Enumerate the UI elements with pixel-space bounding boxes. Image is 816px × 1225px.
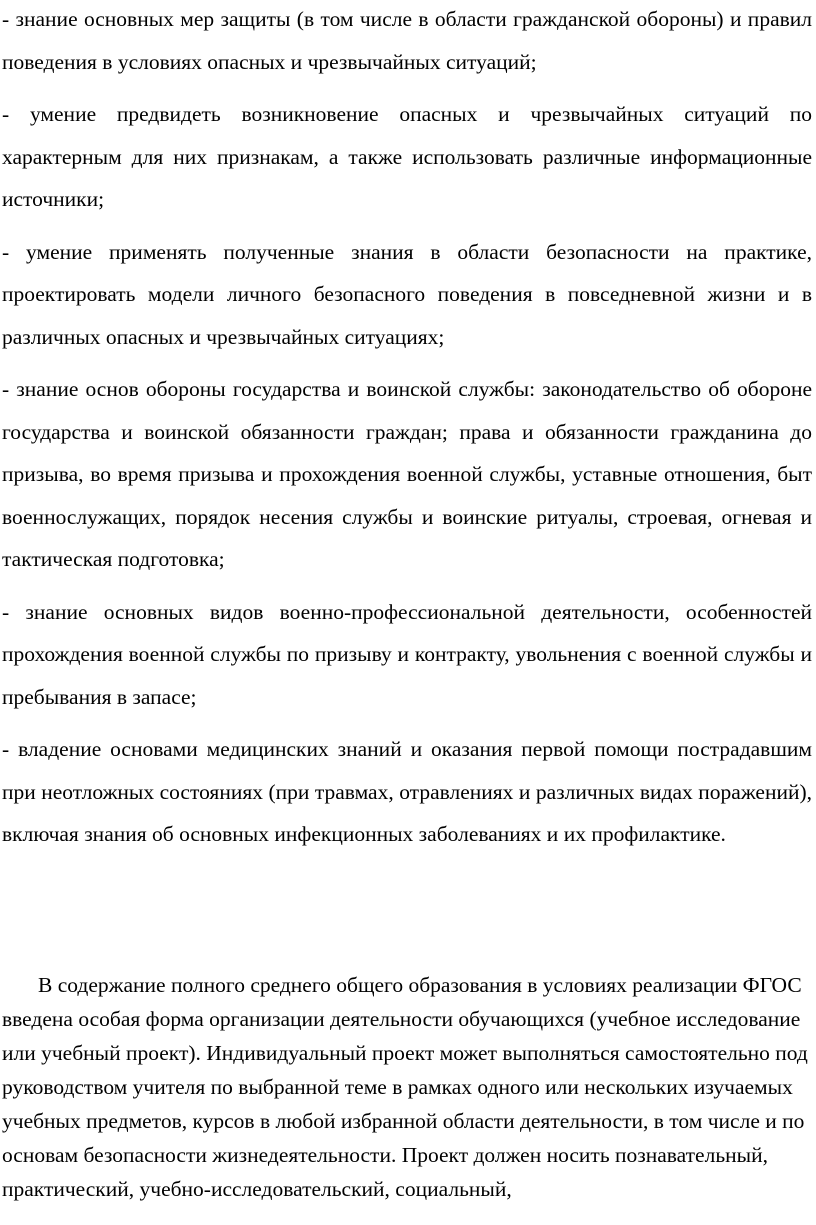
- list-item: - знание основ обороны государства и воинской службы: законодательство об обороне государства и воинской обязанности граждан; права и обязанности гражданина до призыва, во время призыва и прохождения военной службы, уставные отношения, быт военнослужащих, порядок несения службы и воинские ритуалы, строевая, огневая и тактическая подготовка;: [2, 377, 812, 571]
- body-paragraph: В содержание полного среднего общего образования в условиях реализации ФГОС введена особая форма организации деятельности обучающихся (учебное исследование или учебный проект). Индивидуальный проект может выполняться самостоятельно под руководством учителя по выбранной теме в рамках одного или нескольких изучаемых учебных предметов, курсов в любой избранной области деятельности, в том числе и по основам безопасности жизнедеятельности. Проект должен носить познавательный, практический, учебно-исследовательский, социальный,: [2, 972, 808, 1201]
- requirements-list: [2, 0, 812, 866]
- list-item: - знание основных мер защиты (в том числе в области гражданской обороны) и правил поведения в условиях опасных и чрезвычайных ситуаций;: [2, 7, 812, 74]
- list-item: - умение применять полученные знания в области безопасности на практике, проектировать модели личного безопасного поведения в повседневной жизни и в различных опасных и чрезвычайных ситуациях;: [2, 239, 812, 349]
- list-item: - знание основных видов военно-профессиональной деятельности, особенностей прохождения военной службы по призыву и контракту, увольнения с военной службы и пребывания в запасе;: [2, 599, 812, 709]
- list-item: - владение основами медицинских знаний и оказания первой помощи пострадавшим при неотложных состояниях (при травмах, отравлениях и различных видах поражений), включая знания об основных инфекционных заболеваниях и их профилактике.: [2, 737, 812, 846]
- list-item: - умение предвидеть возникновение опасных и чрезвычайных ситуаций по характерным для них признакам, а также использовать различные информационные источники;: [2, 102, 812, 211]
